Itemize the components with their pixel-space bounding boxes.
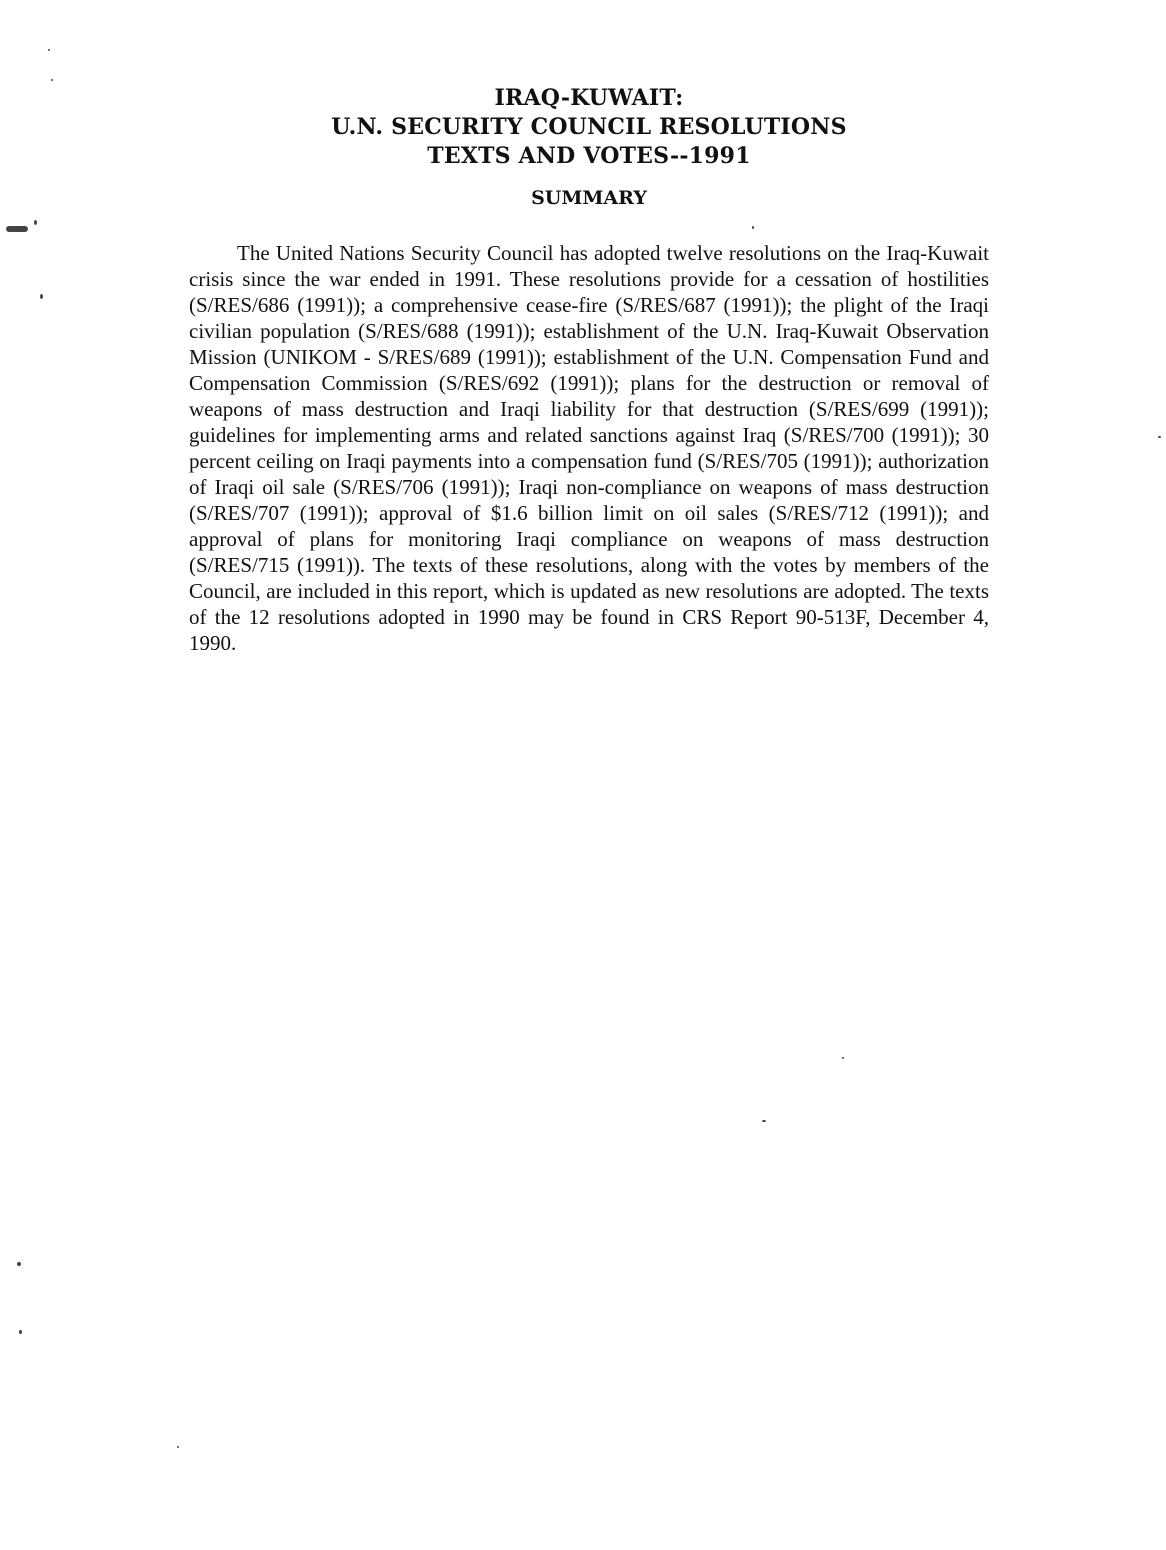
scan-speck (177, 1446, 179, 1448)
scan-speck (34, 220, 37, 225)
scan-speck (17, 1262, 21, 1266)
scan-speck (48, 49, 50, 51)
scan-speck (19, 1330, 22, 1334)
title-line: U.N. SECURITY COUNCIL RESOLUTIONS (331, 114, 847, 140)
scan-speck (1158, 436, 1161, 438)
title-line: IRAQ-KUWAIT: (494, 85, 684, 111)
scan-speck (51, 79, 53, 81)
summary-heading: SUMMARY (531, 187, 647, 209)
scan-speck (752, 226, 754, 229)
scan-speck (842, 1057, 844, 1059)
summary-paragraph: The United Nations Security Council has adopted twelve resolutions on the Iraq-Kuwait crisis since the war ended in 1991. These resolutions provide for a cessation of hostilities (S/RES/686 (1991)); a comprehensive cease-fire (S/RES/687 (1991)); the plight of the Iraqi civilian population (S/RES/688 (1991)); establishment of the U.N. Iraq-Kuwait Observation Mission (UNIKOM - S/RES/689 (1991)); establishment of the U.N. Compensation Fund and Compensation Commission (S/RES/692 (1991)); plans for the destruction or removal of weapons of mass destruction and Iraqi liability for that destruction (S/RES/699 (1991)); guidelines for implementing arms and related sanctions against Iraq (S/RES/700 (1991)); 30 percent ceiling on Iraqi payments into a compensation fund (S/RES/705 (1991)); authorization of Iraqi oil sale (S/RES/706 (1991)); Iraqi non-compliance on weapons of mass destruction (S/RES/707 (1991)); approval of $1.6 billion limit on oil sales (S/RES/712 (1991)); and approval of plans for monitoring Iraqi compliance on weapons of mass destruction (S/RES/715 (1991)). The texts of these resolutions, along with the votes by members of the Council, are included in this report, which is updated as new resolutions are adopted. The texts of the 12 resolutions adopted in 1990 may be found in CRS Report 90-513F, December 4, 1990. (189, 241, 989, 655)
title-line: TEXTS AND VOTES--1991 (427, 143, 751, 169)
scan-speck (6, 226, 28, 232)
scan-speck (762, 1120, 766, 1122)
scan-speck (40, 294, 43, 299)
document-title (189, 84, 989, 171)
